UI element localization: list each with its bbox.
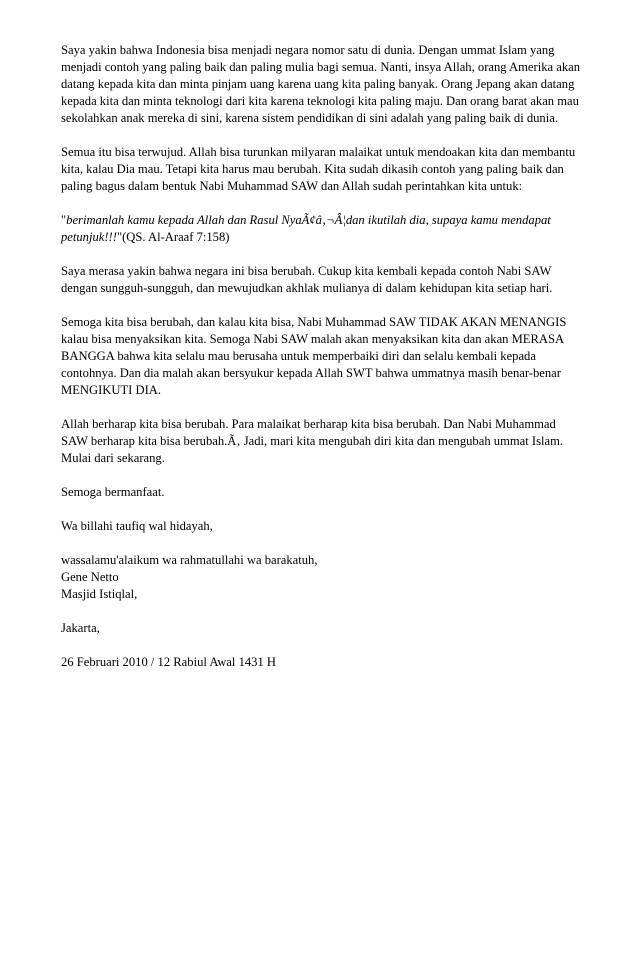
text-line: BANGGA bahwa kita selalu mau berusaha untuk memperbaiki diri dan selalu kembali kepada	[61, 349, 536, 363]
text-line: Semoga bermanfaat.	[61, 485, 165, 499]
text-line: sekolahkan anak mereka di sini, karena sistem pendidikan di sini adalah yang paling baik di dunia.	[61, 111, 558, 125]
text-line: datang kepada kita dan minta pinjam uang karena uang kita paling banyak. Orang Jepang akan datang	[61, 77, 575, 91]
text-line: Mulai dari sekarang.	[61, 451, 165, 465]
signature-block	[61, 552, 591, 603]
quote-italic-text: berimanlah kamu kepada Allah dan Rasul NyaÃ¢â‚¬Â¦dan ikutilah dia, supaya kamu mendapat	[66, 213, 551, 227]
text-line: paling bagus dalam bentuk Nabi Muhammad SAW dan Allah sudah perintahkan kita untuk:	[61, 179, 523, 193]
text-line: kalau bisa menyaksikan kita. Semoga Nabi SAW malah akan menyaksikan kita dan akan MERASA	[61, 332, 565, 346]
text-line: dengan sungguh-sungguh, dan mewujudkan akhlak mulianya di dalam kehidupan kita setiap hari.	[61, 281, 553, 295]
paragraph-belief	[61, 263, 591, 297]
text-line: contohnya. Dan dia malah akan bersyukur kepada Allah SWT bahwa ummatnya masih benar-benar	[61, 366, 561, 380]
text-line: kita, kalau Dia mau. Tetapi kita harus mau berubah. Kita sudah dikasih contoh yang paling baik dan	[61, 162, 564, 176]
author-name: Gene Netto	[61, 570, 119, 584]
text-line: Allah berharap kita bisa berubah. Para malaikat berharap kita bisa berubah. Dan Nabi Muhammad	[61, 417, 556, 431]
paragraph-change	[61, 416, 591, 467]
text-line: SAW berharap kita bisa berubah.Ã‚ Jadi, mari kita mengubah diri kita dan mengubah ummat Islam.	[61, 434, 564, 448]
text-line: Jakarta,	[61, 621, 100, 635]
text-line: Semua itu bisa terwujud. Allah bisa turunkan milyaran malaikat untuk mendoakan kita dan membantu	[61, 145, 576, 159]
quote-italic-text: petunjuk!!!	[61, 230, 117, 244]
text-line: MENGIKUTI DIA.	[61, 383, 162, 397]
text-line: Saya yakin bahwa Indonesia bisa menjadi negara nomor satu di dunia. Dengan ummat Islam yang	[61, 43, 555, 57]
author-affiliation: Masjid Istiqlal,	[61, 587, 138, 601]
text-line: Wa billahi taufiq wal hidayah,	[61, 519, 213, 533]
paragraph-allah-help	[61, 144, 591, 195]
date-line	[61, 654, 591, 671]
quote-reference: "(QS. Al-Araaf 7:158)	[116, 230, 230, 244]
quran-quote	[61, 212, 591, 246]
paragraph-opening	[61, 42, 591, 127]
salutation-line: wassalamu'alaikum wa rahmatullahi wa barakatuh,	[61, 553, 318, 567]
text-line: Saya merasa yakin bahwa negara ini bisa berubah. Cukup kita kembali kepada contoh Nabi SAW	[61, 264, 552, 278]
quote-line-1	[61, 212, 591, 229]
text-line: kepada kita dan minta teknologi dari kita karena teknologi kita paling maju. Dan orang barat akan mau	[61, 94, 579, 108]
text-line: Semoga kita bisa berubah, dan kalau kita bisa, Nabi Muhammad SAW TIDAK AKAN MENANGIS	[61, 315, 567, 329]
location	[61, 620, 591, 637]
document-page	[61, 42, 591, 688]
text-line: menjadi contoh yang paling baik dan paling mulia bagi semua. Nanti, insya Allah, orang Amerika akan	[61, 60, 581, 74]
paragraph-closing-wish	[61, 484, 591, 501]
quote-line-2	[61, 229, 591, 246]
paragraph-blessing	[61, 518, 591, 535]
quote-open-mark: "	[61, 213, 67, 227]
text-line: 26 Februari 2010 / 12 Rabiul Awal 1431 H	[61, 655, 277, 669]
paragraph-hope	[61, 314, 591, 399]
